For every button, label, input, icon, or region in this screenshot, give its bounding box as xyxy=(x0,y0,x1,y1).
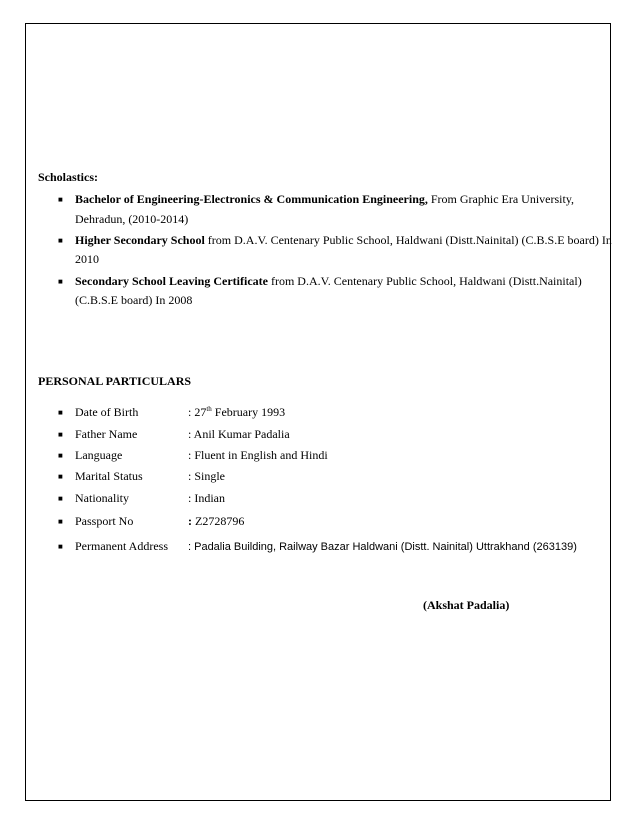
edu-item-2-line2: 2010 xyxy=(75,252,99,266)
edu-item-2 xyxy=(75,233,612,247)
passport-number: Z2728796 xyxy=(192,514,245,528)
bullet-icon: ■ xyxy=(58,542,63,551)
dob-label: Date of Birth xyxy=(75,405,139,419)
bullet-icon: ■ xyxy=(58,430,63,439)
scholastics-heading: Scholastics: xyxy=(38,170,98,184)
language-label: Language xyxy=(75,448,123,462)
bullet-icon: ■ xyxy=(58,517,63,526)
dob-prefix: : 27 xyxy=(188,405,207,419)
passport-value xyxy=(188,514,244,528)
edu-item-3-line2: (C.B.S.E board) In 2008 xyxy=(75,293,193,307)
edu-item-1-detail: From Graphic Era University, xyxy=(427,192,575,206)
edu-item-1-title: Bachelor of Engineering-Electronics & Communication Engineering, xyxy=(75,192,428,206)
marital-value: : Single xyxy=(188,469,226,483)
language-value: : Fluent in English and Hindi xyxy=(188,448,328,462)
dob-suffix: February 1993 xyxy=(211,405,286,419)
signature-name: (Akshat Padalia) xyxy=(423,598,510,612)
bullet-icon: ■ xyxy=(58,236,63,245)
bullet-icon: ■ xyxy=(58,195,63,204)
bullet-icon: ■ xyxy=(58,408,63,417)
nationality-label: Nationality xyxy=(75,491,129,505)
bullet-icon: ■ xyxy=(58,494,63,503)
marital-label: Marital Status xyxy=(75,469,143,483)
edu-item-1 xyxy=(75,192,574,206)
bullet-icon: ■ xyxy=(58,451,63,460)
edu-item-2-detail: from D.A.V. Centenary Public School, Haldwani (Distt.Nainital) (C.B.S.E board) In xyxy=(204,233,612,247)
personal-heading: PERSONAL PARTICULARS xyxy=(38,374,192,388)
edu-item-3-detail: from D.A.V. Centenary Public School, Haldwani (Distt.Nainital) xyxy=(267,274,582,288)
edu-item-1-line2: Dehradun, (2010-2014) xyxy=(75,212,189,226)
passport-colon: : xyxy=(188,514,192,528)
address-label: Permanent Address xyxy=(75,539,168,553)
nationality-value: : Indian xyxy=(188,491,225,505)
bullet-icon: ■ xyxy=(58,277,63,286)
edu-item-2-title: Higher Secondary School xyxy=(75,233,205,247)
edu-item-3-title: Secondary School Leaving Certificate xyxy=(75,274,268,288)
father-value: : Anil Kumar Padalia xyxy=(188,427,290,441)
dob-sup: th xyxy=(206,405,212,413)
father-label: Father Name xyxy=(75,427,138,441)
bullet-icon: ■ xyxy=(58,472,63,481)
edu-item-3 xyxy=(75,274,582,288)
passport-label: Passport No xyxy=(75,514,134,528)
dob-value xyxy=(188,405,285,419)
address-value: : Padalia Building, Railway Bazar Haldwani (Distt. Nainital) Uttrakhand (263139) xyxy=(188,541,577,553)
